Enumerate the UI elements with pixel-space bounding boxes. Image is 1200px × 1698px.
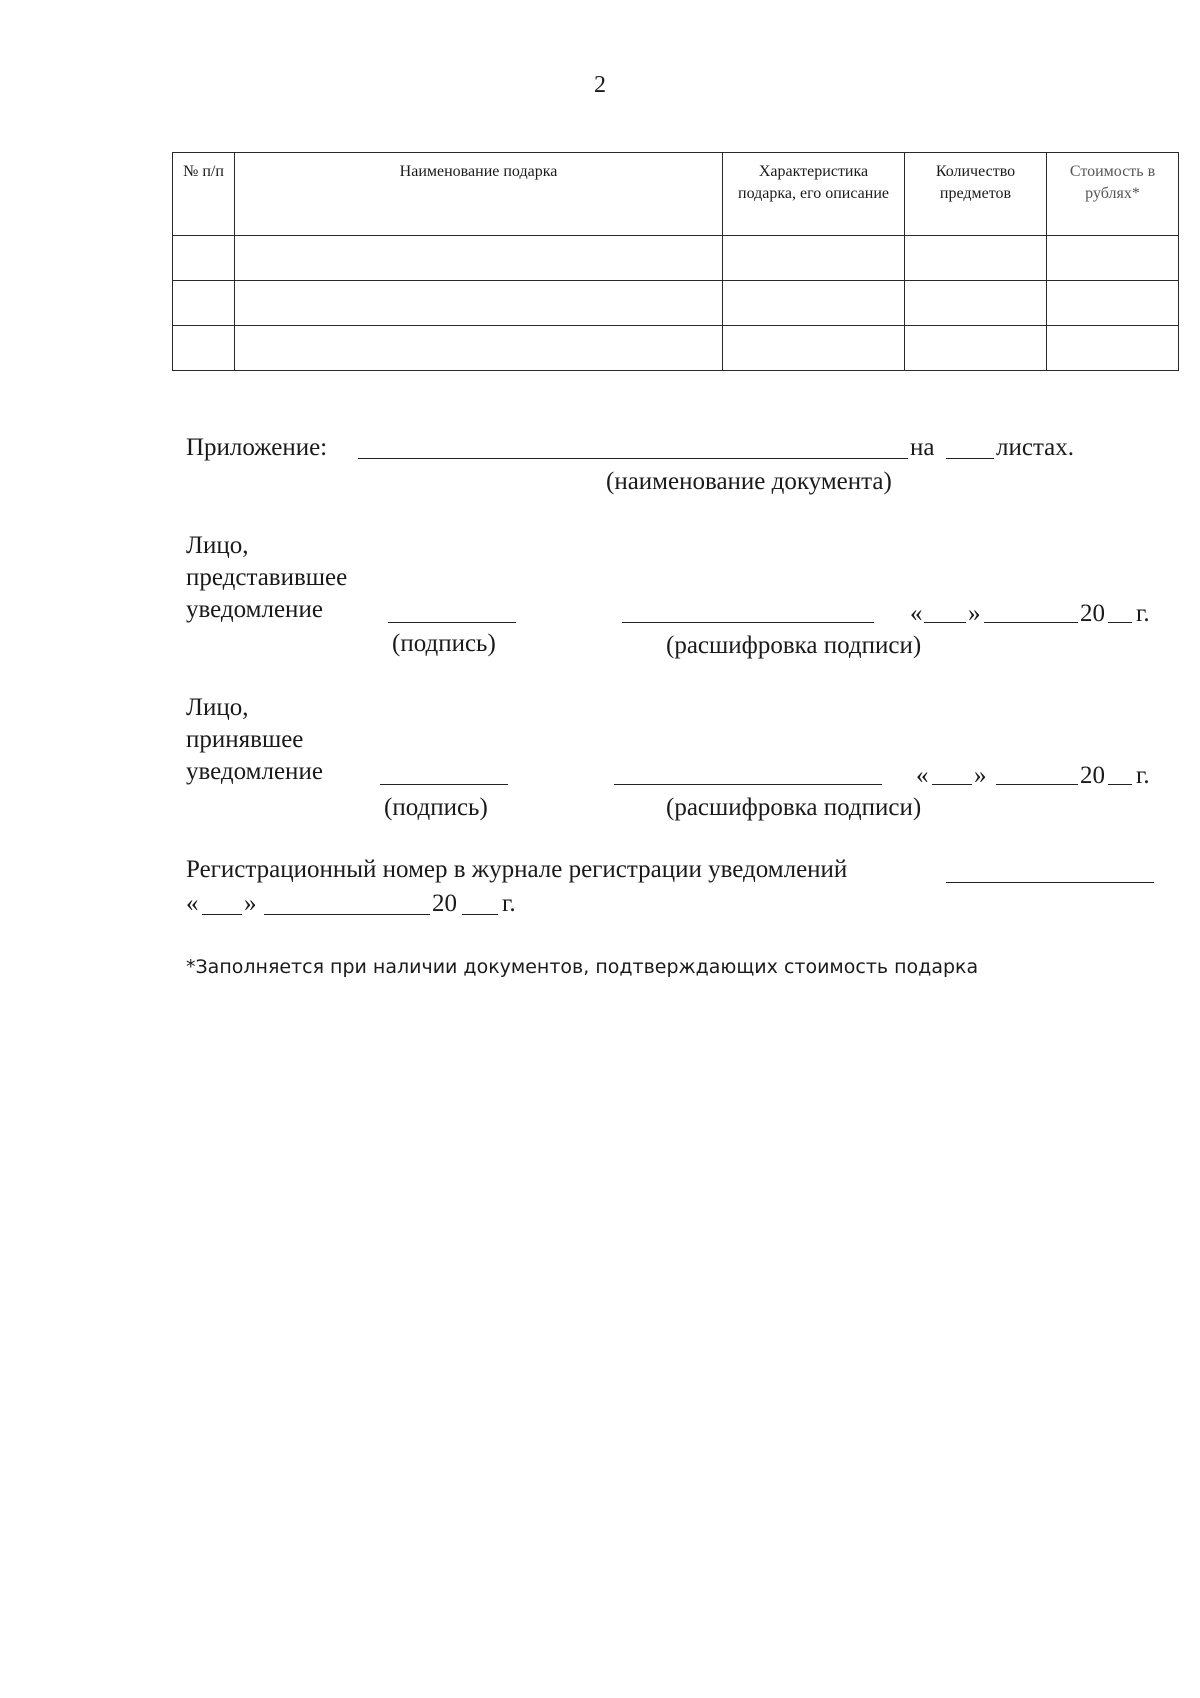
submitter-quote-close: » — [968, 600, 981, 627]
receiver-decoding-field[interactable] — [614, 784, 882, 785]
receiver-year-field[interactable] — [1108, 784, 1132, 785]
registration-year-suffix: г. — [502, 890, 516, 917]
registration-quote-open: « — [186, 890, 199, 917]
table-cell[interactable] — [905, 236, 1047, 281]
gifts-table — [172, 152, 1179, 371]
table-row — [173, 281, 1179, 326]
col-header-quantity: Количество предметов — [905, 153, 1047, 236]
submitter-signature-field[interactable] — [388, 622, 516, 623]
registration-label: Регистрационный номер в журнале регистрации уведомлений — [186, 856, 848, 883]
submitter-year-prefix: 20 — [1080, 600, 1105, 627]
table-row — [173, 236, 1179, 281]
registration-day-field[interactable] — [202, 914, 242, 915]
registration-year-field[interactable] — [462, 914, 498, 915]
table-cell[interactable] — [1047, 236, 1179, 281]
table-cell[interactable] — [173, 326, 235, 371]
table-cell[interactable] — [173, 281, 235, 326]
registration-number-field[interactable] — [946, 882, 1154, 883]
submitter-month-field[interactable] — [984, 622, 1078, 623]
submitter-label-line2: представившее — [186, 564, 348, 591]
submitter-signature-caption: (подпись) — [392, 630, 496, 657]
attachment-sheets-field[interactable] — [946, 458, 994, 459]
table-cell[interactable] — [235, 281, 723, 326]
receiver-signature-field[interactable] — [380, 784, 508, 785]
submitter-label-line1: Лицо, — [186, 532, 249, 559]
submitter-decoding-field[interactable] — [622, 622, 874, 623]
receiver-quote-open: « — [916, 762, 929, 789]
attachment-caption: (наименование документа) — [606, 468, 892, 495]
col-header-description: Характеристика подарка, его описание — [723, 153, 905, 236]
receiver-label-line3: уведомление — [186, 758, 323, 785]
page-number: 2 — [594, 72, 606, 98]
submitter-year-field[interactable] — [1108, 622, 1132, 623]
table-cell[interactable] — [1047, 326, 1179, 371]
col-header-number: № п/п — [173, 153, 235, 236]
registration-year-prefix: 20 — [432, 890, 457, 917]
attachment-label: Приложение: — [186, 434, 328, 461]
table-row — [173, 326, 1179, 371]
table-cell[interactable] — [173, 236, 235, 281]
registration-month-field[interactable] — [264, 914, 430, 915]
receiver-month-field[interactable] — [996, 784, 1078, 785]
submitter-year-suffix: г. — [1136, 600, 1150, 627]
receiver-label-line2: принявшее — [186, 726, 304, 753]
col-header-cost: Стоимость в рублях* — [1047, 153, 1179, 236]
receiver-year-suffix: г. — [1136, 762, 1150, 789]
table-cell[interactable] — [723, 281, 905, 326]
receiver-decoding-caption: (расшифровка подписи) — [666, 794, 922, 821]
receiver-year-prefix: 20 — [1080, 762, 1105, 789]
table-header-row — [173, 153, 1179, 236]
table-cell[interactable] — [905, 281, 1047, 326]
table-cell[interactable] — [1047, 281, 1179, 326]
attachment-document-field[interactable] — [358, 458, 908, 459]
attachment-sheets-label: листах. — [996, 434, 1075, 461]
col-header-gift-name: Наименование подарка — [235, 153, 723, 236]
table-cell[interactable] — [723, 236, 905, 281]
table-cell[interactable] — [905, 326, 1047, 371]
submitter-decoding-caption: (расшифровка подписи) — [666, 632, 922, 659]
table-cell[interactable] — [723, 326, 905, 371]
footnote: *Заполняется при наличии документов, подтверждающих стоимость подарка — [186, 956, 979, 978]
registration-quote-close: » — [244, 890, 257, 917]
receiver-day-field[interactable] — [932, 784, 972, 785]
submitter-label-line3: уведомление — [186, 596, 323, 623]
receiver-label-line1: Лицо, — [186, 694, 249, 721]
table-cell[interactable] — [235, 326, 723, 371]
receiver-signature-caption: (подпись) — [384, 794, 488, 821]
submitter-day-field[interactable] — [924, 622, 966, 623]
receiver-quote-close: » — [974, 762, 987, 789]
submitter-quote-open: « — [910, 600, 923, 627]
table-cell[interactable] — [235, 236, 723, 281]
attachment-on-label: на — [910, 434, 935, 461]
